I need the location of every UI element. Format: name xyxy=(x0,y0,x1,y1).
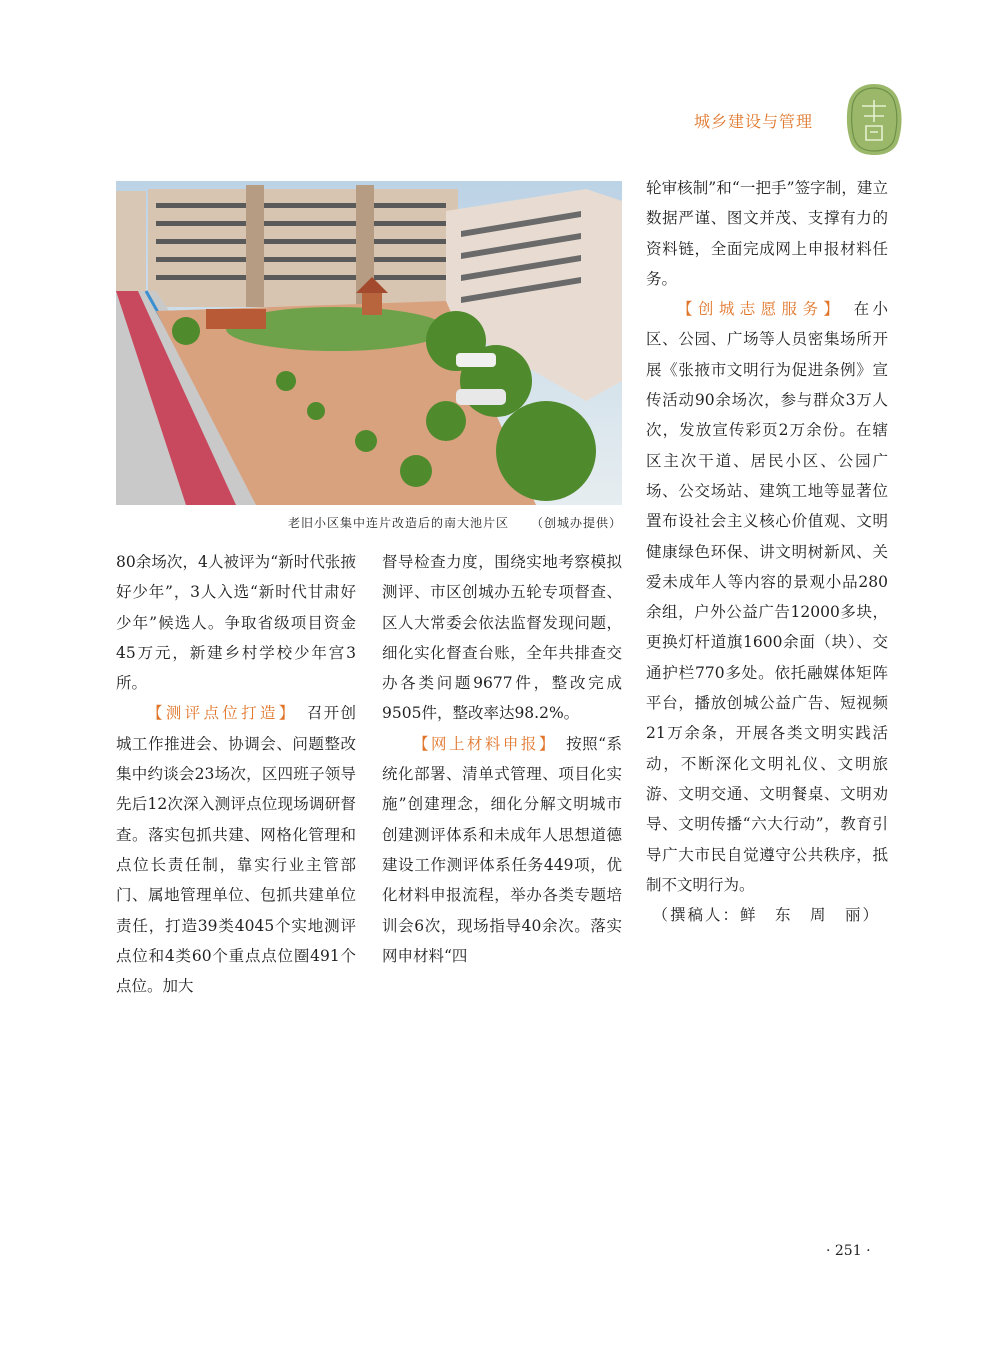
jade-seal-icon xyxy=(844,82,904,156)
section-title: 城乡建设与管理 xyxy=(694,112,814,131)
section-heading: 【创城志愿服务】 xyxy=(677,300,845,319)
paragraph: 轮审核制”和“一把手”签字制，建立数据严谨、图文并茂、支撑有力的资料链，全面完成网上申报材料任务。 xyxy=(646,179,888,288)
column-3 xyxy=(646,173,888,930)
section-testing-points xyxy=(116,698,356,1001)
section-online-materials xyxy=(382,729,622,971)
page-number: · 251 · xyxy=(826,1243,871,1259)
author-credit: （撰稿人：鲜 东 周 丽） xyxy=(652,906,880,925)
column-2 xyxy=(382,547,622,971)
section-body: 在小区、公园、广场等人员密集场所开展《张掖市文明行为促进条例》宣传活动90余场次，参与群众3万人次，发放宣传彩页2万余份。在辖区主次干道、居民小区、公园广场、公交场站、建筑工地等显著位置布设社会主义核心价值观、文明健康绿色环保、讲文明树新风、关爱未成年人等内容的景观小品280余组，户外公益广告12000多块，更换灯杆道旗1600余面（块）、交通护栏770多处。依托融媒体矩阵平台，播放创城公益广告、短视频21万余条，开展各类文明实践活动，不断深化文明礼仪、文明旅游、文明交通、文明餐桌、文明劝导、文明传播“六大行动”，教育引导广大市民自觉遵守公共秩序，抵制不文明行为。 xyxy=(646,300,888,894)
section-heading: 【测评点位打造】 xyxy=(147,704,298,723)
paragraph: 80余场次，4人被评为“新时代张掖好少年”，3人入选“新时代甘肃好少年”候选人。争取省级项目资金45万元，新建乡村学校少年宫3所。 xyxy=(116,553,356,693)
section-body: 按照“系统化部署、清单式管理、项目化实施”创建理念，细化分解文明城市创建测评体系和未成年人思想道德建设工作测评体系任务449项，优化材料申报流程，举办各类专题培训会6次，现场指导40余次。落实网申材料“四 xyxy=(382,734,622,965)
photo-caption xyxy=(116,514,622,531)
caption-text: 老旧小区集中连片改造后的南大池片区 xyxy=(287,516,509,530)
neighborhood-photo xyxy=(116,181,622,505)
section-heading: 【网上材料申报】 xyxy=(413,734,557,753)
paragraph: 督导检查力度，围绕实地考察模拟测评、市区创城办五轮专项督查、区人大常委会依法监督发现问题，细化实化督查台账，全年共排查交办各类问题9677件，整改完成9505件，整改率达98.2%。 xyxy=(382,553,622,723)
photo-credit: （创城办提供） xyxy=(530,516,622,530)
column-1 xyxy=(116,547,356,1001)
section-body: 召开创城工作推进会、协调会、问题整改集中约谈会23场次，区四班子领导先后12次深入测评点位现场调研督查。落实包抓共建、网格化管理和点位长责任制，靠实行业主管部门、属地管理单位、包抓共建单位责任，打造39类4045个实地测评点位和4类60个重点点位圈491个点位。加大 xyxy=(116,704,356,996)
section-volunteer-service xyxy=(646,294,888,900)
